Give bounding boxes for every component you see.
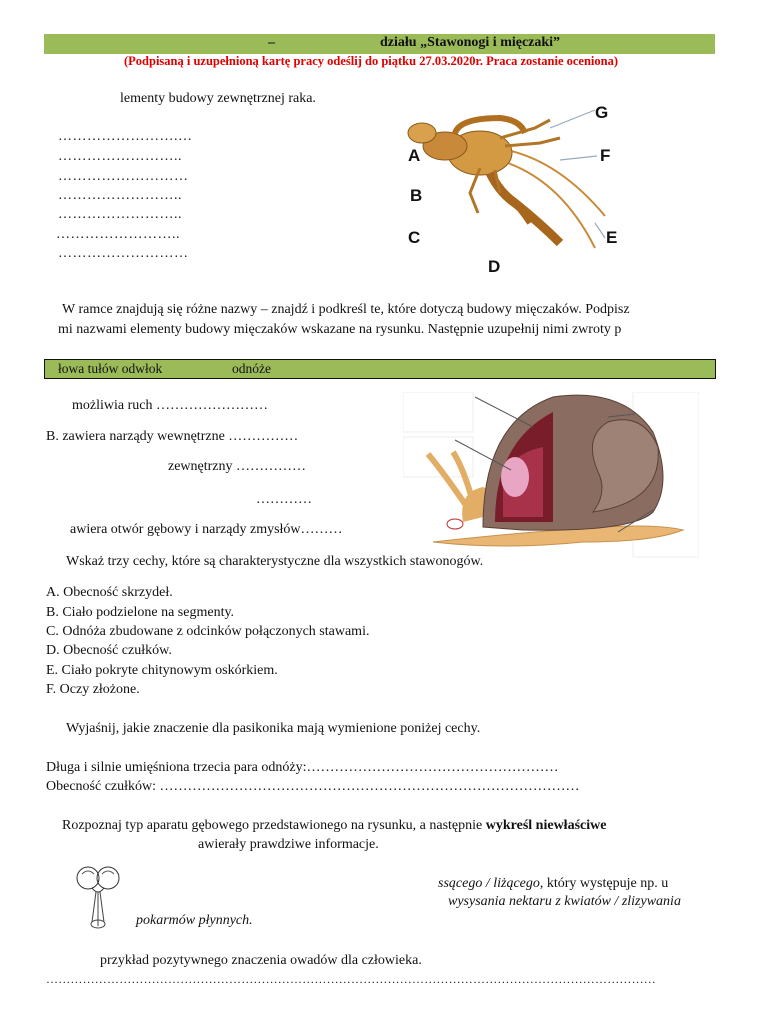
snail-item: B. zawiera narządy wewnętrzne …………… [46, 429, 299, 444]
answer-line[interactable]: ……………………… [58, 169, 189, 184]
crayfish-label: F [600, 146, 611, 165]
task1-instruction: lementy budowy zewnętrznej raka. [120, 91, 316, 106]
word-box [44, 359, 716, 379]
task5-line3: pokarmów płynnych. [136, 913, 253, 928]
crayfish-label: A [408, 146, 421, 165]
answer-line[interactable]: …………………….. [58, 207, 182, 222]
task4-instruction: Wyjaśnij, jakie znaczenie dla pasikonika mają wymienione poniżej cechy. [66, 721, 481, 736]
crayfish-label: G [595, 103, 609, 122]
snail-item: zewnętrzny …………… [168, 459, 307, 474]
task5-option-ssacego-lizacego[interactable]: ssącego / liżącego [438, 876, 540, 891]
header-dash: – [268, 35, 275, 50]
task5-line1: ssącego / liżącego, który występuje np. u [438, 876, 669, 891]
answer-line[interactable]: …………………….. [58, 149, 182, 164]
section-header [44, 34, 715, 54]
crayfish-label: B [410, 186, 423, 205]
word-box-words[interactable]: łowa tułów odwłok [58, 361, 163, 376]
mouthpart-drawing [74, 862, 122, 934]
crayfish-label: D [488, 257, 501, 276]
task2-instruction-line2: mi nazwami elementy budowy mięczaków wskazane na rysunku. Następnie uzupełnij nimi zwroty p [58, 322, 622, 337]
task3-option[interactable]: F. Oczy złożone. [46, 682, 140, 697]
task5-instruction: Rozpoznaj typ aparatu gębowego przedstawionego na rysunku, a następnie wykreśl niewłaściwe [62, 818, 607, 833]
header-title: działu „Stawonogi i mięczaki” [380, 35, 561, 50]
task5-instruction-bold: wykreśl niewłaściwe [485, 818, 607, 833]
header-note: (Podpisaną i uzupełnioną kartę pracy odeślij do piątku 27.03.2020r. Praca zostanie oceniona) [124, 54, 619, 68]
task2-instruction-line1: W ramce znajdują się różne nazwy – znajdź i podkreśl te, które dotyczą budowy mięczaków. Podpisz [62, 302, 630, 317]
task5-instruction-line2: awierały prawdziwe informacje. [198, 837, 379, 852]
answer-line[interactable]: …………………….. [58, 188, 182, 203]
task3-option[interactable]: B. Ciało podzielone na segmenty. [46, 605, 235, 620]
task5-option-wysysania-zlizywania[interactable]: wysysania nektaru z kwiatów / zlizywania [448, 894, 681, 909]
snail-diagram [403, 392, 699, 560]
answer-line[interactable]: …………………….. [56, 227, 180, 242]
task3-option[interactable]: E. Ciało pokryte chitynowym oskórkiem. [46, 663, 278, 678]
task3-option[interactable]: C. Odnóża zbudowane z odcinków połączonych stawami. [46, 624, 370, 639]
crayfish-label: E [606, 228, 618, 247]
crayfish-diagram [400, 98, 630, 278]
task3-option[interactable]: A. Obecność skrzydeł. [46, 585, 173, 600]
answer-line[interactable]: ……………………… [58, 246, 189, 261]
task3-instruction: Wskaż trzy cechy, które są charakterystyczne dla wszystkich stawonogów. [66, 554, 484, 569]
snail-item: możliwia ruch …………………… [72, 398, 268, 413]
word-box-word-odnoze[interactable]: odnóże [232, 361, 271, 376]
snail-item: ………… [256, 492, 312, 507]
task4-answer-line[interactable]: Obecność czułków: ……………………………………………………………………………… [46, 779, 580, 794]
snail-item: awiera otwór gębowy i narządy zmysłów……… [70, 522, 343, 537]
crayfish-label: C [408, 228, 421, 247]
answer-line[interactable]: …………………….… [58, 129, 193, 144]
task6-instruction: przykład pozytywnego znaczenia owadów dla człowieka. [100, 953, 422, 968]
task3-option[interactable]: D. Obecność czułków. [46, 643, 172, 658]
task6-answer-line[interactable]: …………………………………………………………………………………………………………………………………… [46, 972, 656, 986]
task4-answer-line[interactable]: Długa i silnie umięśniona trzecia para odnóży:……………………………………………… [46, 760, 559, 775]
